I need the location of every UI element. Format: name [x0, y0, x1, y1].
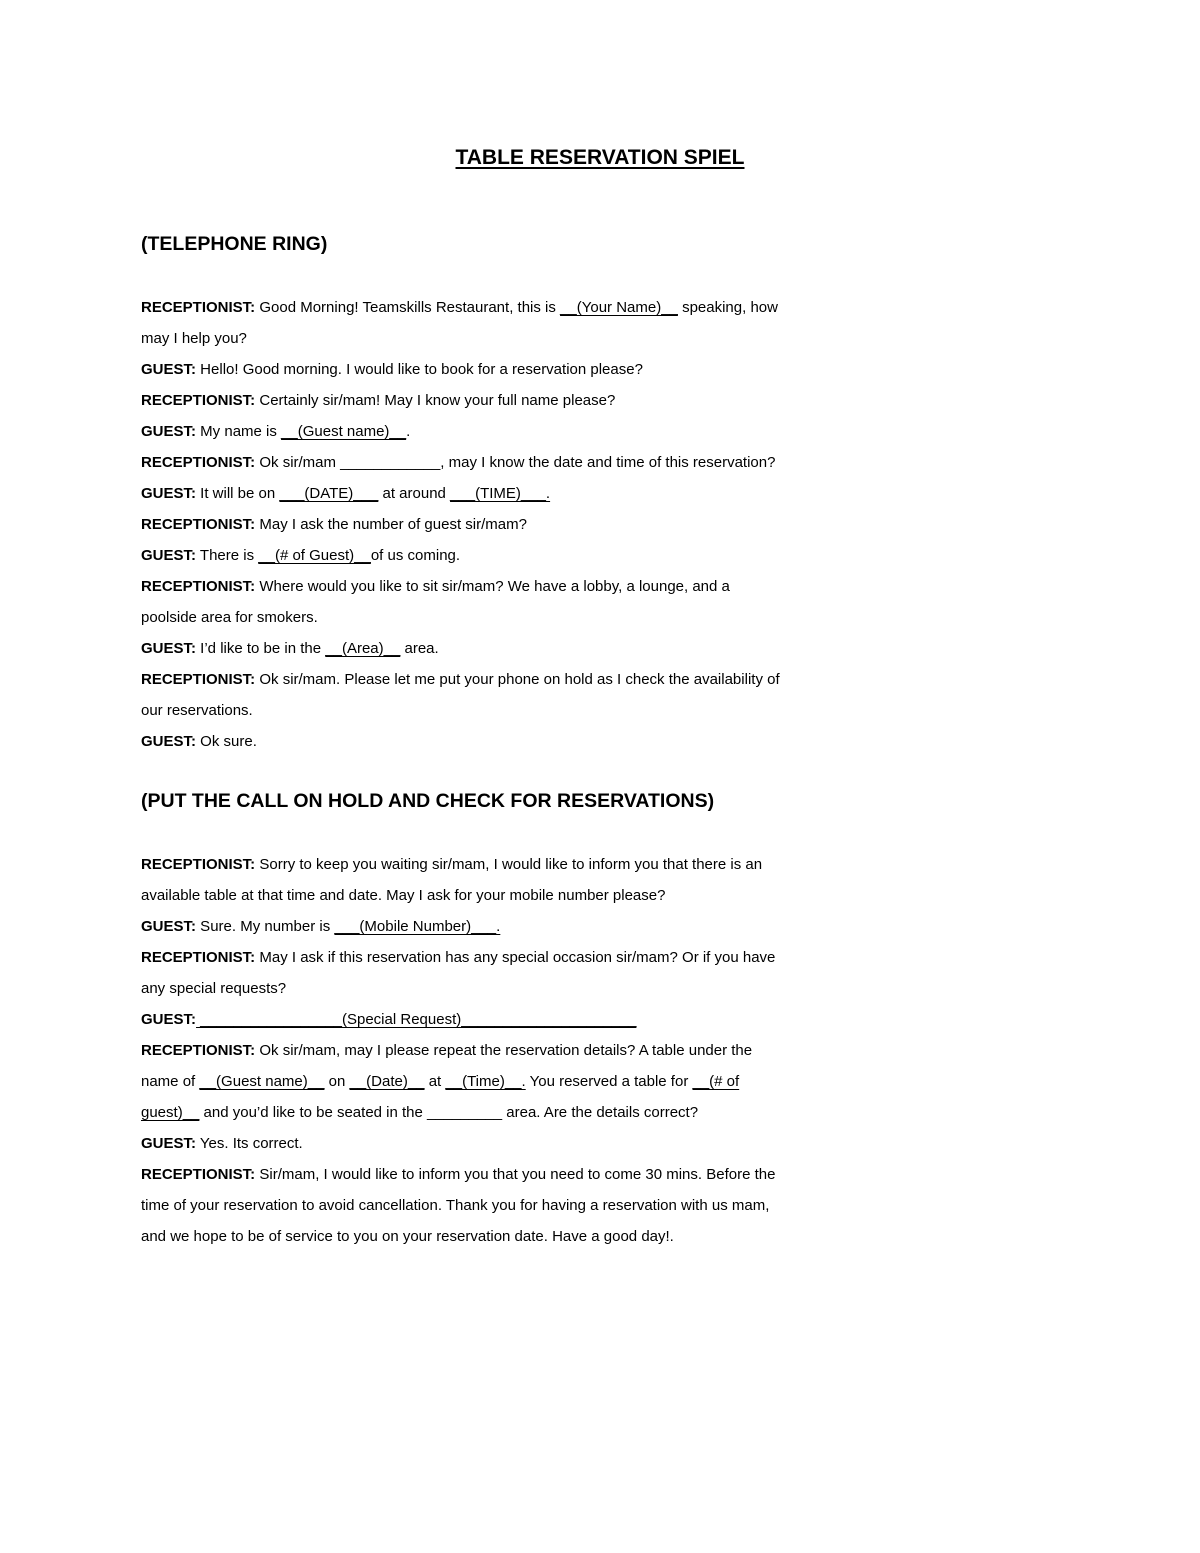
blank-field: __(Your Name)__	[560, 299, 678, 316]
blank-field: __(# of	[692, 1073, 740, 1090]
dialogue-line	[141, 942, 1061, 973]
dialogue-line	[141, 849, 1061, 880]
blank-field: __(Time)__.	[445, 1073, 526, 1090]
blank-field: __(Date)__	[349, 1073, 425, 1090]
speaker-label: RECEPTIONIST:	[141, 856, 256, 873]
dialogue-line	[141, 695, 1061, 726]
dialogue-line	[141, 1035, 1061, 1066]
dialogue-text: You reserved a table for	[525, 1073, 693, 1090]
dialogue-text: May I ask if this reservation has any special occasion sir/mam? Or if you have	[255, 949, 776, 966]
speaker-label: GUEST:	[141, 547, 197, 564]
dialogue-text: any special requests?	[141, 980, 287, 997]
speaker-label: GUEST:	[141, 361, 197, 378]
dialogue-line	[141, 1190, 1061, 1221]
dialogue-text: name of	[141, 1073, 200, 1090]
speaker-label: GUEST:	[141, 1135, 197, 1152]
dialogue-line	[141, 1066, 1061, 1097]
speaker-label: RECEPTIONIST:	[141, 1042, 256, 1059]
dialogue-text: Ok sir/mam ____________, may I know the date and time of this reservation?	[255, 454, 776, 471]
speaker-label: RECEPTIONIST:	[141, 299, 256, 316]
dialogue-text: Sure. My number is	[196, 918, 335, 935]
dialogue-line	[141, 416, 1061, 447]
dialogue-text: .	[406, 423, 411, 440]
speaker-label: GUEST:	[141, 733, 197, 750]
dialogue-line	[141, 1221, 1061, 1252]
dialogue-text: Yes. Its correct.	[196, 1135, 303, 1152]
dialogue-line	[141, 1128, 1061, 1159]
dialogue-line	[141, 1004, 1061, 1035]
dialogue-text: Ok sir/mam, may I please repeat the reservation details? A table under the	[255, 1042, 753, 1059]
dialogue-line	[141, 571, 1061, 602]
dialogue-text: our reservations.	[141, 702, 253, 719]
dialogue-text: time of your reservation to avoid cancellation. Thank you for having a reservation with us mam,	[141, 1197, 770, 1214]
speaker-label: RECEPTIONIST:	[141, 671, 256, 688]
speaker-label: GUEST:	[141, 1011, 197, 1028]
dialogue-text: My name is	[196, 423, 282, 440]
speaker-label: RECEPTIONIST:	[141, 454, 256, 471]
dialogue-text: and you’d like to be seated in the _________ area. Are the details correct?	[199, 1104, 699, 1121]
dialogue-text: Sorry to keep you waiting sir/mam, I would like to inform you that there is an	[255, 856, 763, 873]
dialogue-line	[141, 880, 1061, 911]
dialogue-line	[141, 292, 1061, 323]
dialogue-line	[141, 726, 1061, 757]
speaker-label: GUEST:	[141, 423, 197, 440]
dialogue-text: There is	[196, 547, 259, 564]
dialogue-line	[141, 540, 1061, 571]
dialogue-text: I’d like to be in the	[196, 640, 326, 657]
dialogue-line	[141, 447, 1061, 478]
dialogue-text: Ok sure.	[196, 733, 257, 750]
dialogue-section-2	[141, 849, 1061, 1252]
speaker-label: GUEST:	[141, 918, 197, 935]
dialogue-line	[141, 973, 1061, 1004]
dialogue-text: of us coming.	[370, 547, 461, 564]
dialogue-text: Hello! Good morning. I would like to book for a reservation please?	[196, 361, 643, 378]
dialogue-text: poolside area for smokers.	[141, 609, 318, 626]
blank-field: __(# of Guest)__	[258, 547, 371, 564]
dialogue-line	[141, 664, 1061, 695]
speaker-label: RECEPTIONIST:	[141, 392, 256, 409]
dialogue-text: It will be on	[196, 485, 280, 502]
blank-field: __(Guest name)__	[199, 1073, 325, 1090]
dialogue-line	[141, 509, 1061, 540]
dialogue-section-1	[141, 292, 1061, 757]
blank-field: __(Area)__	[325, 640, 401, 657]
dialogue-text: at around	[378, 485, 451, 502]
dialogue-text: Sir/mam, I would like to inform you that you need to come 30 mins. Before the	[255, 1166, 776, 1183]
speaker-label: RECEPTIONIST:	[141, 949, 256, 966]
dialogue-text: area.	[400, 640, 439, 657]
dialogue-line	[141, 478, 1061, 509]
dialogue-line	[141, 1097, 1061, 1128]
dialogue-text: Ok sir/mam. Please let me put your phone on hold as I check the availability of	[255, 671, 780, 688]
dialogue-text: on	[324, 1073, 350, 1090]
dialogue-line	[141, 323, 1061, 354]
blank-field: ___(DATE)___	[279, 485, 379, 502]
dialogue-text: available table at that time and date. May I ask for your mobile number please?	[141, 887, 666, 904]
dialogue-line	[141, 633, 1061, 664]
dialogue-text: speaking, how	[677, 299, 778, 316]
dialogue-text: Certainly sir/mam! May I know your full name please?	[255, 392, 616, 409]
dialogue-text: May I ask the number of guest sir/mam?	[255, 516, 527, 533]
document-title: TABLE RESERVATION SPIEL	[455, 146, 745, 169]
dialogue-line	[141, 1159, 1061, 1190]
blank-field: __(Guest name)__	[281, 423, 407, 440]
speaker-label: RECEPTIONIST:	[141, 578, 256, 595]
blank-field: _________________(Special Request)_____________________	[196, 1011, 637, 1028]
dialogue-line	[141, 911, 1061, 942]
dialogue-text: at	[424, 1073, 446, 1090]
dialogue-text: may I help you?	[141, 330, 247, 347]
blank-field: guest)__	[141, 1104, 200, 1121]
hold-heading: (PUT THE CALL ON HOLD AND CHECK FOR RESERVATIONS)	[141, 790, 715, 812]
speaker-label: RECEPTIONIST:	[141, 1166, 256, 1183]
blank-field: ___(TIME)___.	[450, 485, 551, 502]
blank-field: ___(Mobile Number)___.	[334, 918, 501, 935]
telephone-ring-heading: (TELEPHONE RING)	[141, 233, 328, 255]
speaker-label: GUEST:	[141, 485, 197, 502]
dialogue-line	[141, 385, 1061, 416]
speaker-label: RECEPTIONIST:	[141, 516, 256, 533]
speaker-label: GUEST:	[141, 640, 197, 657]
dialogue-line	[141, 354, 1061, 385]
dialogue-line	[141, 602, 1061, 633]
dialogue-text: and we hope to be of service to you on your reservation date. Have a good day!.	[141, 1228, 674, 1245]
dialogue-text: Where would you like to sit sir/mam? We have a lobby, a lounge, and a	[255, 578, 730, 595]
dialogue-text: Good Morning! Teamskills Restaurant, this is	[255, 299, 561, 316]
